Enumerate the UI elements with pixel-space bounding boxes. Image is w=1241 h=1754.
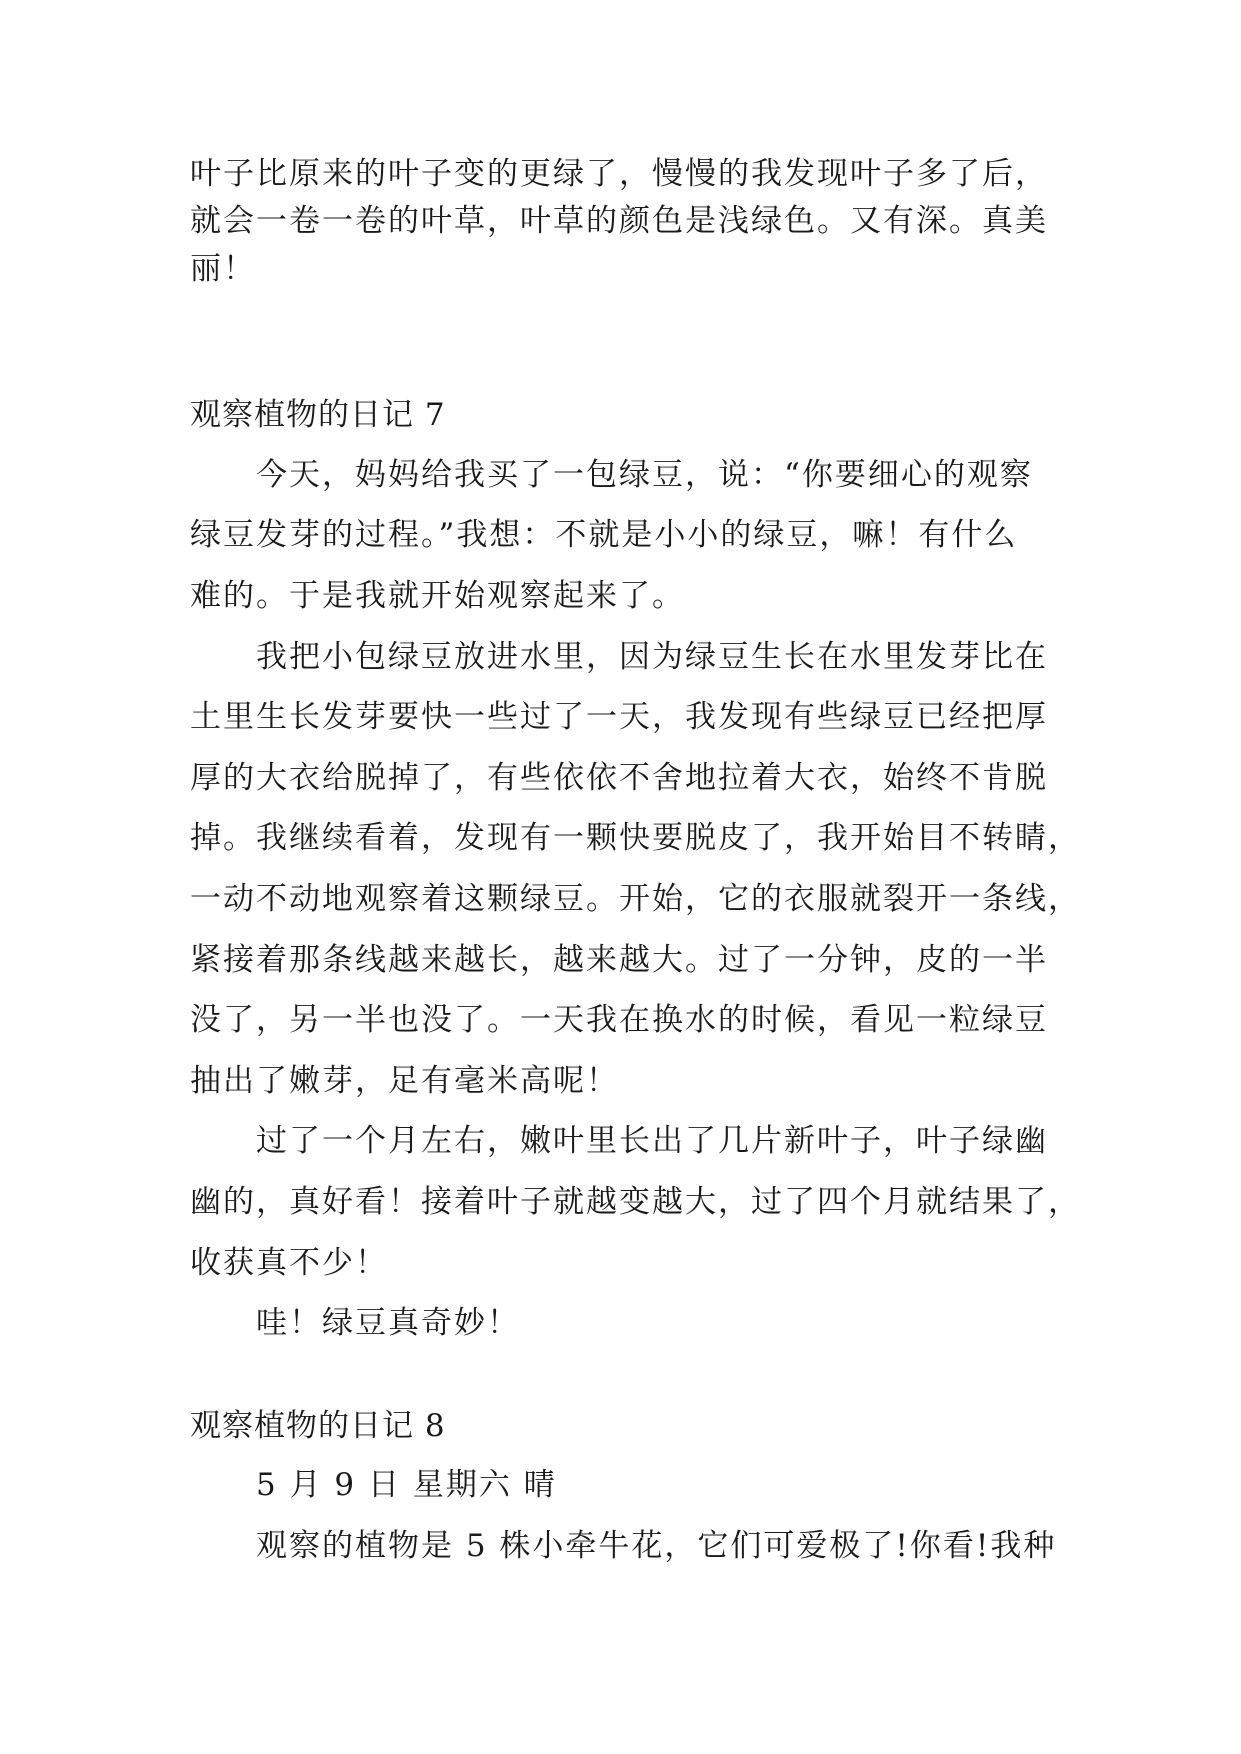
paragraph-line: 厚的大衣给脱掉了，有些依依不舍地拉着大衣，始终不肯脱	[190, 760, 1048, 796]
paragraph-line: 就会一卷一卷的叶草，叶草的颜色是浅绿色。又有深。真美	[190, 203, 1048, 239]
paragraph-line: 绿豆发芽的过程。”我想：不就是小小的绿豆，嘛！有什么	[190, 517, 1018, 553]
paragraph-line: 掉。我继续看着，发现有一颗快要脱皮了，我开始目不转睛，	[190, 820, 1081, 856]
section-heading: 观察植物的日记 8	[190, 1408, 446, 1444]
paragraph-line: 丽！	[190, 251, 256, 287]
paragraph-line: 观察的植物是 5 株小牵牛花，它们可爱极了!你看!我种	[256, 1528, 1057, 1564]
paragraph-line: 抽出了嫩芽，足有毫米高呢！	[190, 1063, 619, 1099]
paragraph-line: 收获真不少！	[190, 1245, 388, 1281]
paragraph-line: 一动不动地观察着这颗绿豆。开始，它的衣服就裂开一条线，	[190, 881, 1081, 917]
paragraph-line: 哇！绿豆真奇妙！	[256, 1305, 520, 1341]
paragraph-line: 土里生长发芽要快一些过了一天，我发现有些绿豆已经把厚	[190, 699, 1048, 735]
paragraph-line: 紧接着那条线越来越长，越来越大。过了一分钟，皮的一半	[190, 942, 1048, 978]
paragraph-line: 我把小包绿豆放进水里，因为绿豆生长在水里发芽比在	[256, 639, 1048, 675]
paragraph-line: 今天，妈妈给我买了一包绿豆，说：“你要细心的观察	[256, 457, 1033, 493]
section-heading: 观察植物的日记 7	[190, 397, 446, 433]
date-line: 5 月 9 日 星期六 晴	[256, 1467, 557, 1503]
paragraph-line: 没了，另一半也没了。一天我在换水的时候，看见一粒绿豆	[190, 1002, 1048, 1038]
paragraph-line: 难的。于是我就开始观察起来了。	[190, 578, 685, 614]
paragraph-line: 过了一个月左右，嫩叶里长出了几片新叶子，叶子绿幽	[256, 1123, 1048, 1159]
paragraph-line: 叶子比原来的叶子变的更绿了，慢慢的我发现叶子多了后，	[190, 156, 1048, 192]
paragraph-line: 幽的，真好看！接着叶子就越变越大，过了四个月就结果了，	[190, 1184, 1081, 1220]
